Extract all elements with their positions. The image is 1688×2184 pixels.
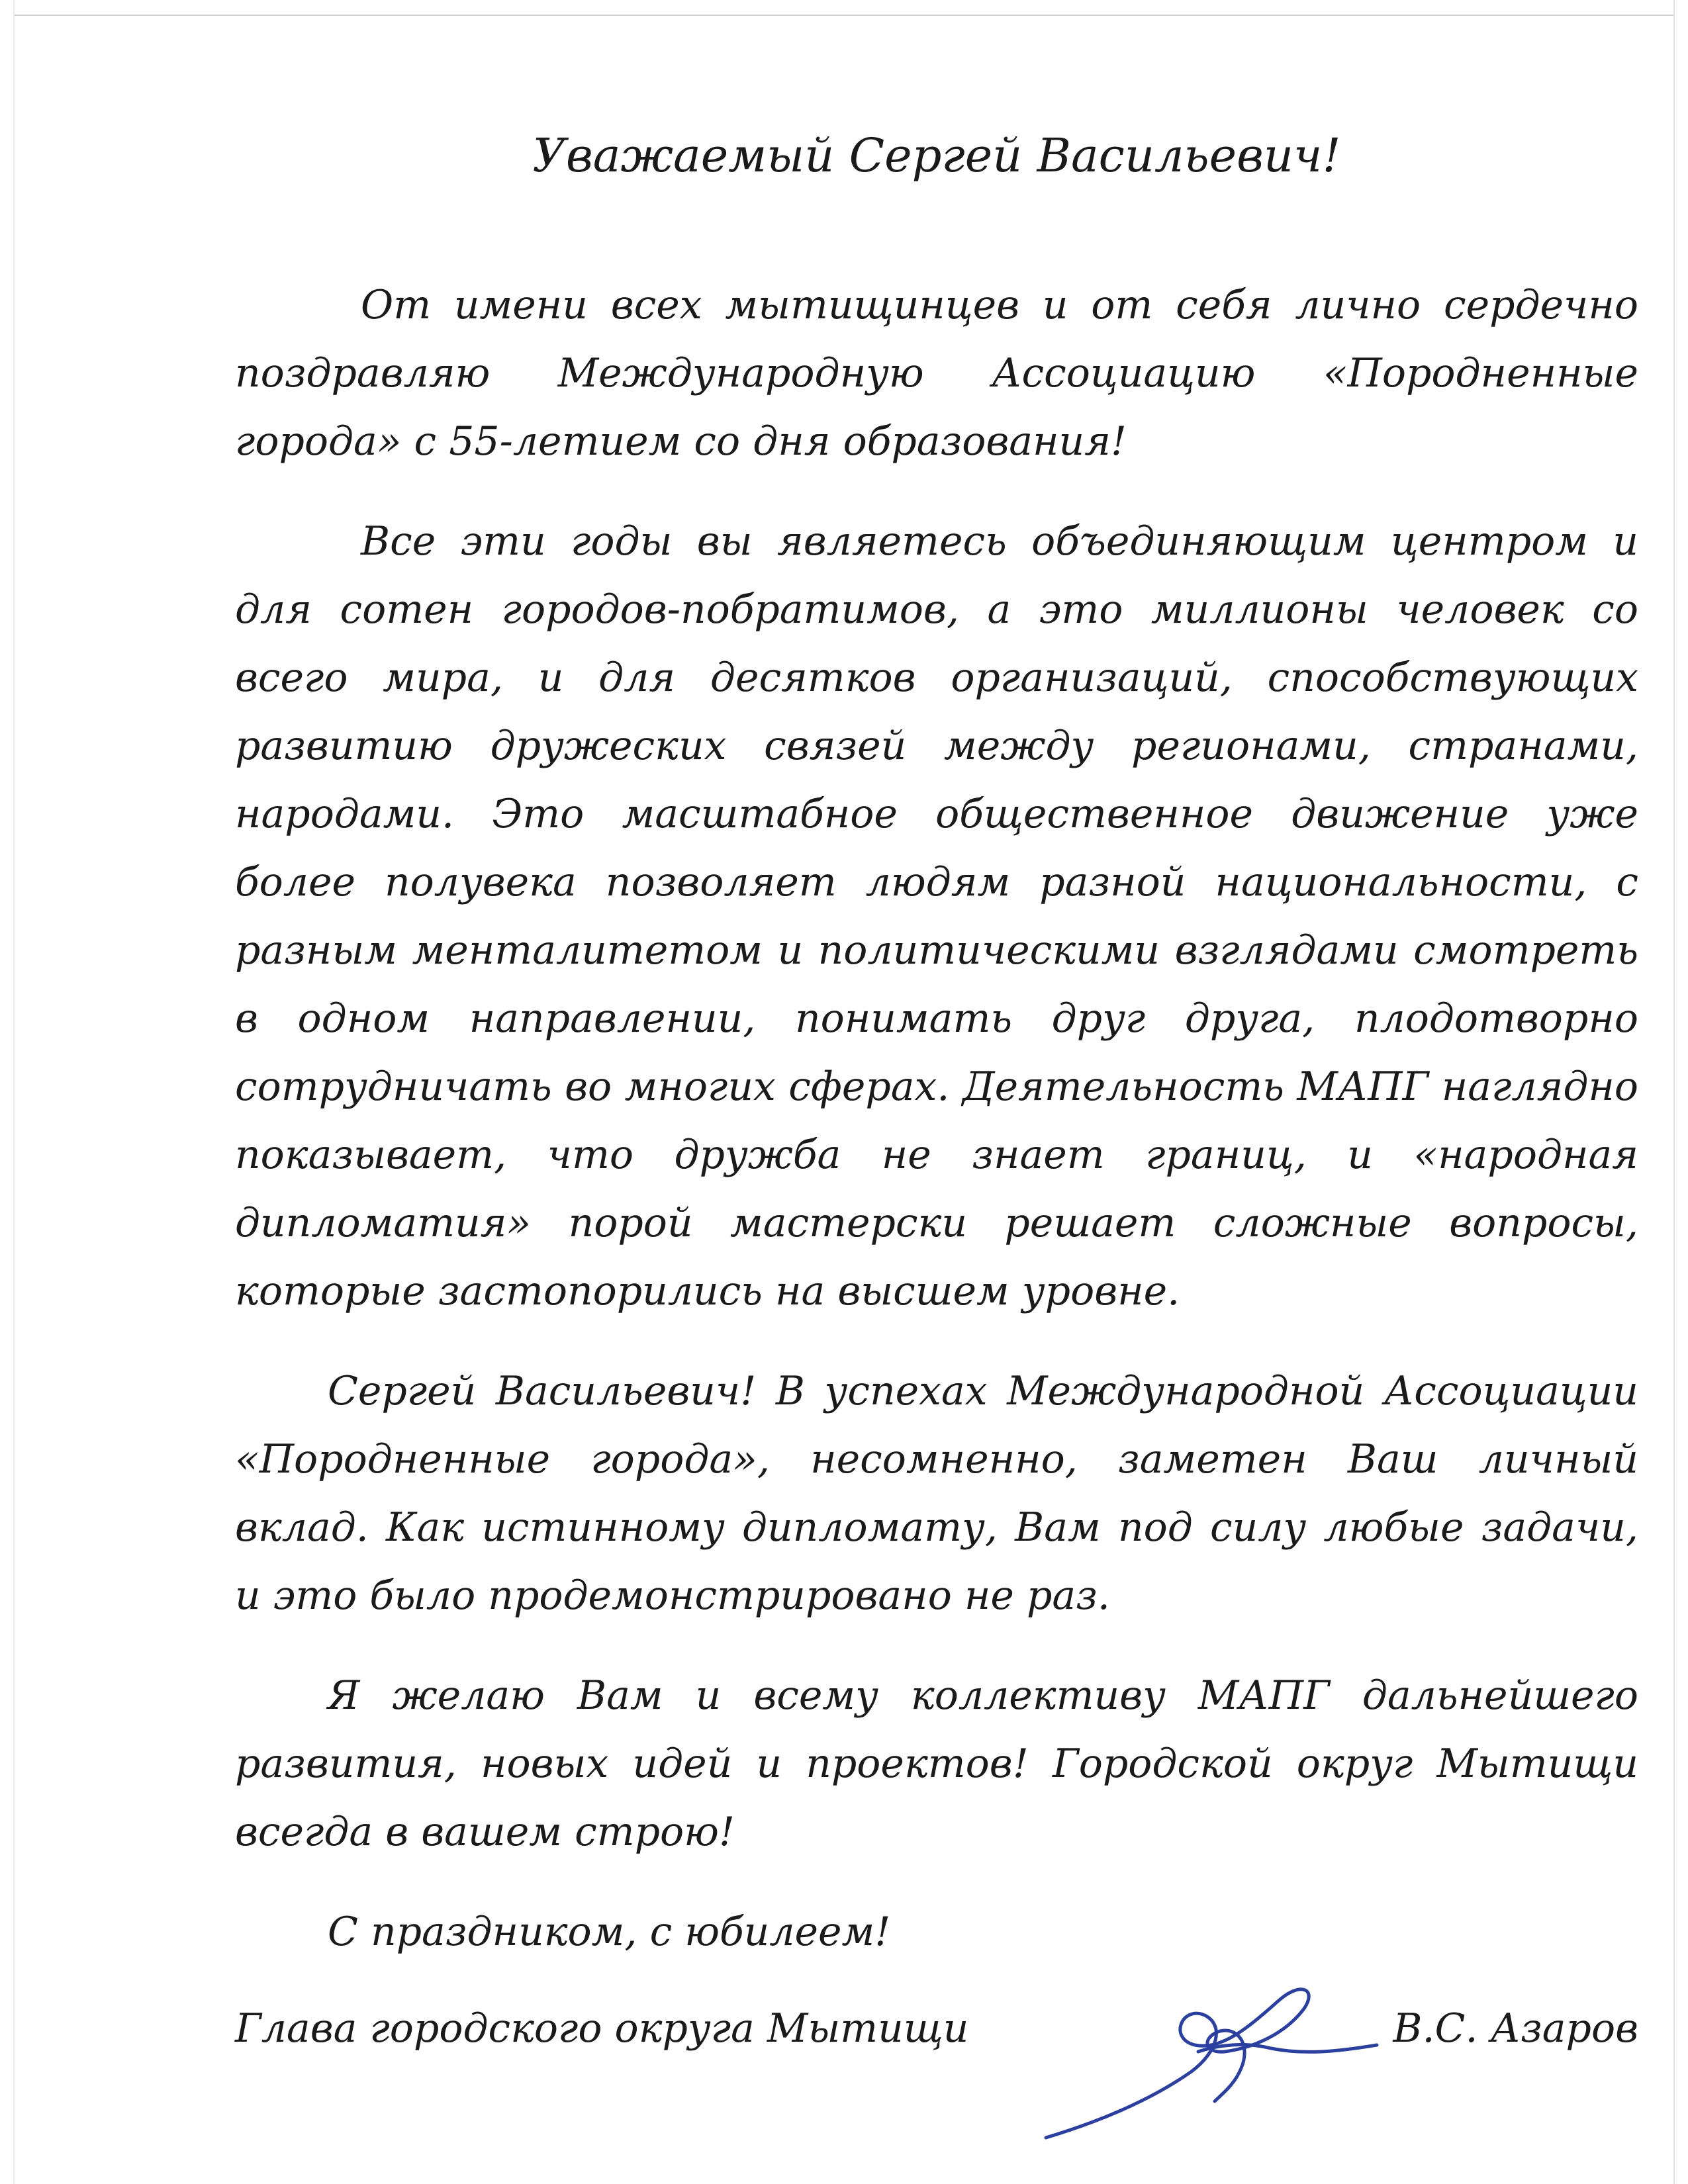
letter-paragraph-contribution: Сергей Васильевич! В успехах Международной Ассоциации «Породненные города», несомненно, заметен Ваш личный вклад. Как истинному дипломату, Вам под силу любые задачи, и это было продемонстрировано не раз. (235, 1368, 1638, 1619)
letter-closing: С праздником, с юбилеем! (328, 1909, 891, 1955)
letter-paragraph-congratulation: От имени всех мытищинцев и от себя лично сердечно поздравляю Международную Ассоциацию «Породненные города» с 55-летием со дня образования! (235, 282, 1638, 465)
signatory-title: Глава городского округа Мытищи (235, 2005, 969, 2052)
letter-salutation: Уважаемый Сергей Васильевич! (532, 128, 1341, 183)
letter-body (235, 99, 1638, 1998)
signature-block (235, 1992, 1638, 2071)
page-edge-left (13, 0, 15, 2184)
page-edge-right (1673, 0, 1675, 2184)
page-edge-top (13, 15, 1675, 16)
handwritten-signature (1006, 1952, 1417, 2151)
signature-stroke-main (1046, 1989, 1309, 2138)
letter-paragraph-wishes: Я желаю Вам и всему коллективу МАПГ дальнейшего развития, новых идей и проектов! Городской округ Мытищи всегда в вашем строю! (235, 1672, 1638, 1855)
letter-paragraph-activity: Все эти годы вы являетесь объединяющим центром и для сотен городов-побратимов, а это миллионы человек со всего мира, и для десятков организаций, способствующих развитию дружеских связей между регионами, странами, народами. Это масштабное общественное движение уже более полувека позволяет людям разной национальности, с разным менталитетом и политическими взглядами смотреть в одном направлении, понимать друг друга, плодотворно сотрудничать во многих сферах. Деятельность МАПГ наглядно показывает, что дружба не знает границ, и «народная дипломатия» порой мастерски решает сложные вопросы, которые застопорились на высшем уровне. (235, 518, 1638, 1314)
signatory-name: В.С. Азаров (1393, 2005, 1638, 2052)
